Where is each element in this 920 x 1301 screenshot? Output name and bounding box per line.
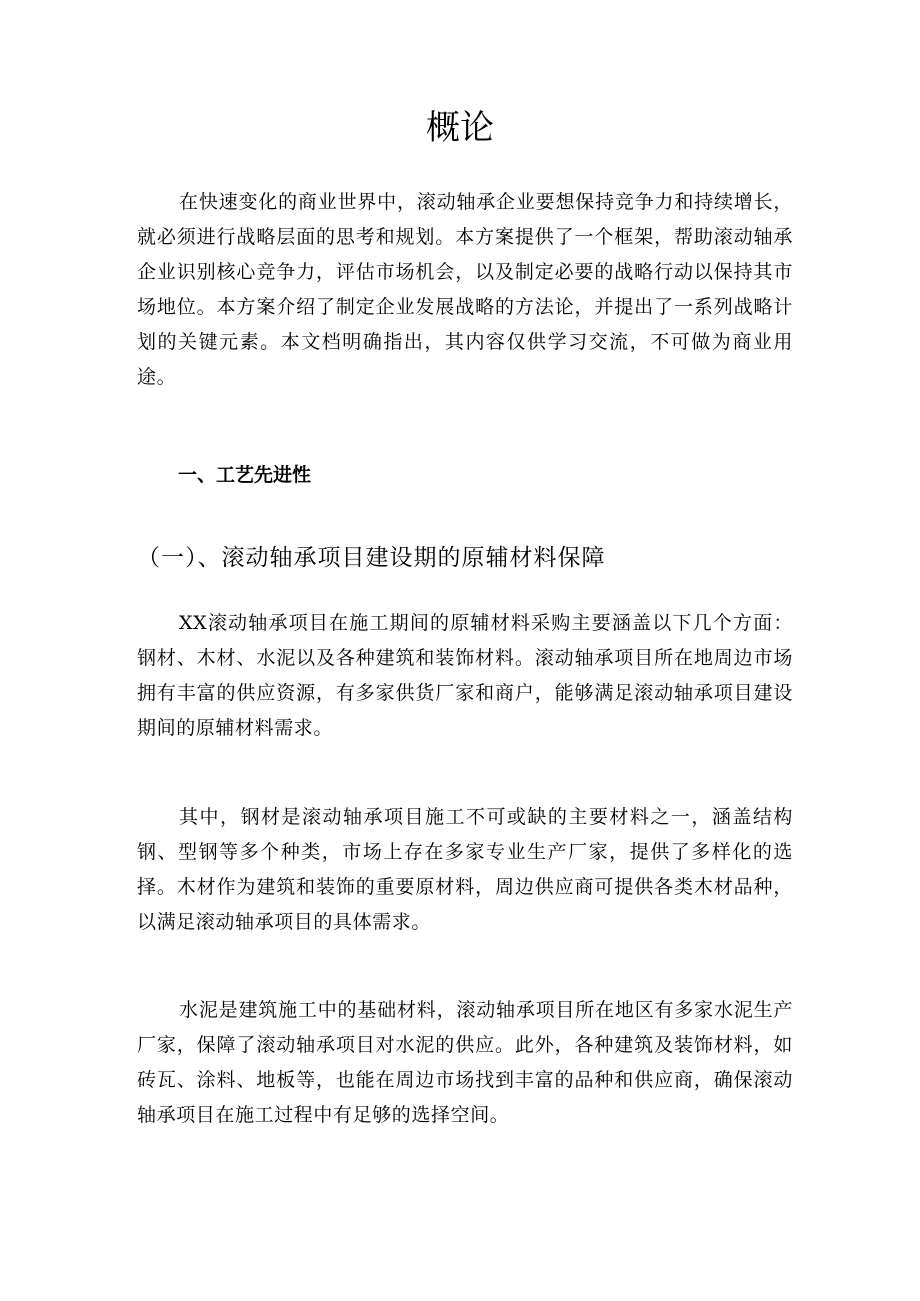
section-heading: 一、工艺先进性	[178, 464, 312, 486]
body-paragraph-2: 其中，钢材是滚动轴承项目施工不可或缺的主要材料之一，涵盖结构钢、型钢等多个种类，市场上存在多家专业生产厂家，提供了多样化的选择。木材作为建筑和装饰的重要原材料，周边供应商可提供各类木材品种，以满足滚动轴承项目的具体需求。	[137, 806, 793, 933]
document-title: 概论	[426, 108, 494, 148]
subsection-heading: （一）、滚动轴承项目建设期的原辅材料保障	[137, 545, 606, 571]
body-paragraph-1: XX滚动轴承项目在施工期间的原辅材料采购主要涵盖以下几个方面：钢材、木材、水泥以及各种建筑和装饰材料。滚动轴承项目所在地周边市场拥有丰富的供应资源，有多家供货厂家和商户，能够满足滚动轴承项目建设期间的原辅材料需求。	[137, 612, 793, 739]
intro-paragraph: 在快速变化的商业世界中，滚动轴承企业要想保持竞争力和持续增长，就必须进行战略层面的思考和规划。本方案提供了一个框架，帮助滚动轴承企业识别核心竞争力，评估市场机会，以及制定必要的战略行动以保持其市场地位。本方案介绍了制定企业发展战略的方法论，并提出了一系列战略计划的关键元素。本文档明确指出，其内容仅供学习交流，不可做为商业用途。	[137, 191, 793, 388]
body-paragraph-3: 水泥是建筑施工中的基础材料，滚动轴承项目所在地区有多家水泥生产厂家，保障了滚动轴承项目对水泥的供应。此外，各种建筑及装饰材料，如砖瓦、涂料、地板等，也能在周边市场找到丰富的品种和供应商，确保滚动轴承项目在施工过程中有足够的选择空间。	[137, 999, 793, 1126]
